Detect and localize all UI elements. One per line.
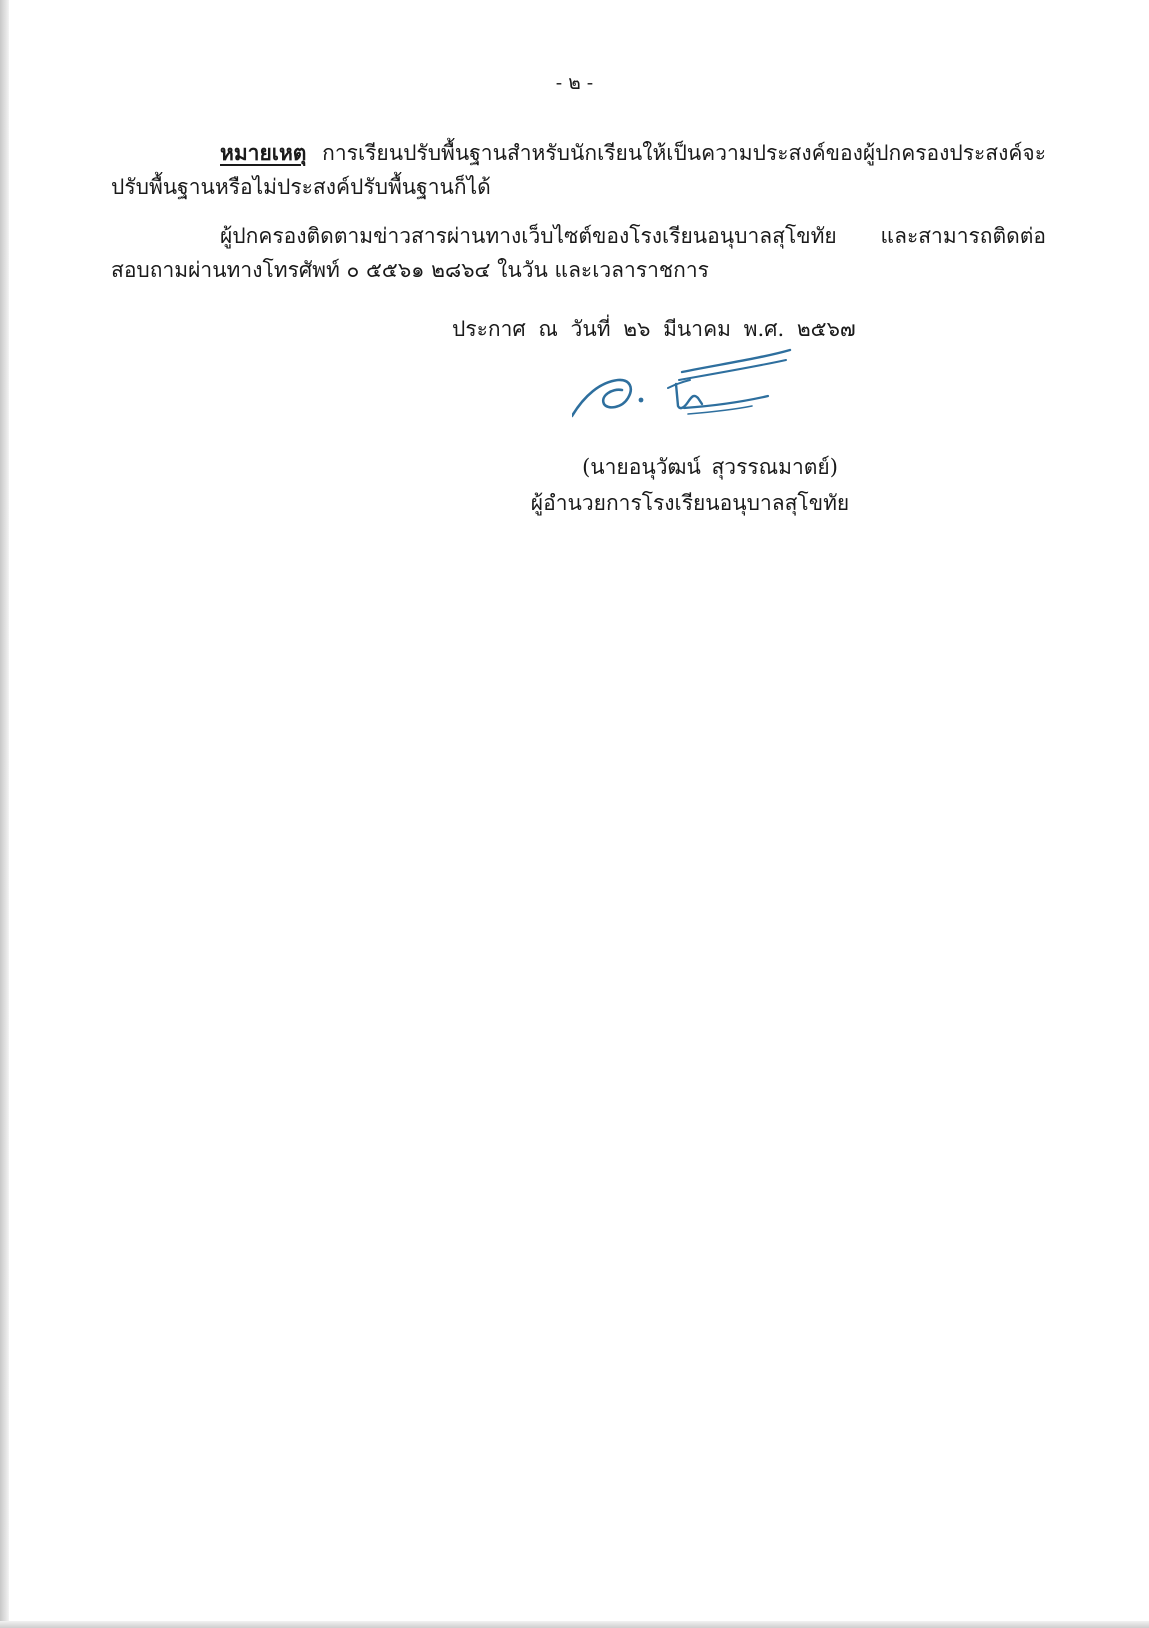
page-number: - ๒ - bbox=[555, 72, 594, 94]
signatory-name: (นายอนุวัฒน์ สุวรรณมาตย์) bbox=[582, 455, 838, 479]
announcement-date: ประกาศ ณ วันที่ ๒๖ มีนาคม พ.ศ. ๒๕๖๗ bbox=[452, 317, 856, 341]
contact-paragraph: ผู้ปกครองติดตามข่าวสารผ่านทางเว็บไซต์ของโรงเรียนอนุบาลสุโขทัย และสามารถติดต่อสอบถามผ่านทางโทรศัพท์ ๐ ๕๕๖๑ ๒๘๖๔ ในวัน และเวลาราชการ bbox=[111, 224, 1046, 282]
page-bottom-edge-shadow bbox=[0, 1621, 1149, 1628]
signatory-title: ผู้อำนวยการโรงเรียนอนุบาลสุโขทัย bbox=[530, 491, 850, 515]
page-left-edge-shadow bbox=[0, 0, 9, 1628]
signature-image bbox=[572, 348, 872, 448]
note-label: หมายเหตุ bbox=[220, 140, 307, 165]
note-text: การเรียนปรับพื้นฐานสำหรับนักเรียนให้เป็นความประสงค์ของผู้ปกครองประสงค์จะปรับพื้นฐานหรือไม่ประสงค์ปรับพื้นฐานก็ได้ bbox=[111, 141, 1046, 199]
note-paragraph bbox=[111, 136, 1046, 204]
